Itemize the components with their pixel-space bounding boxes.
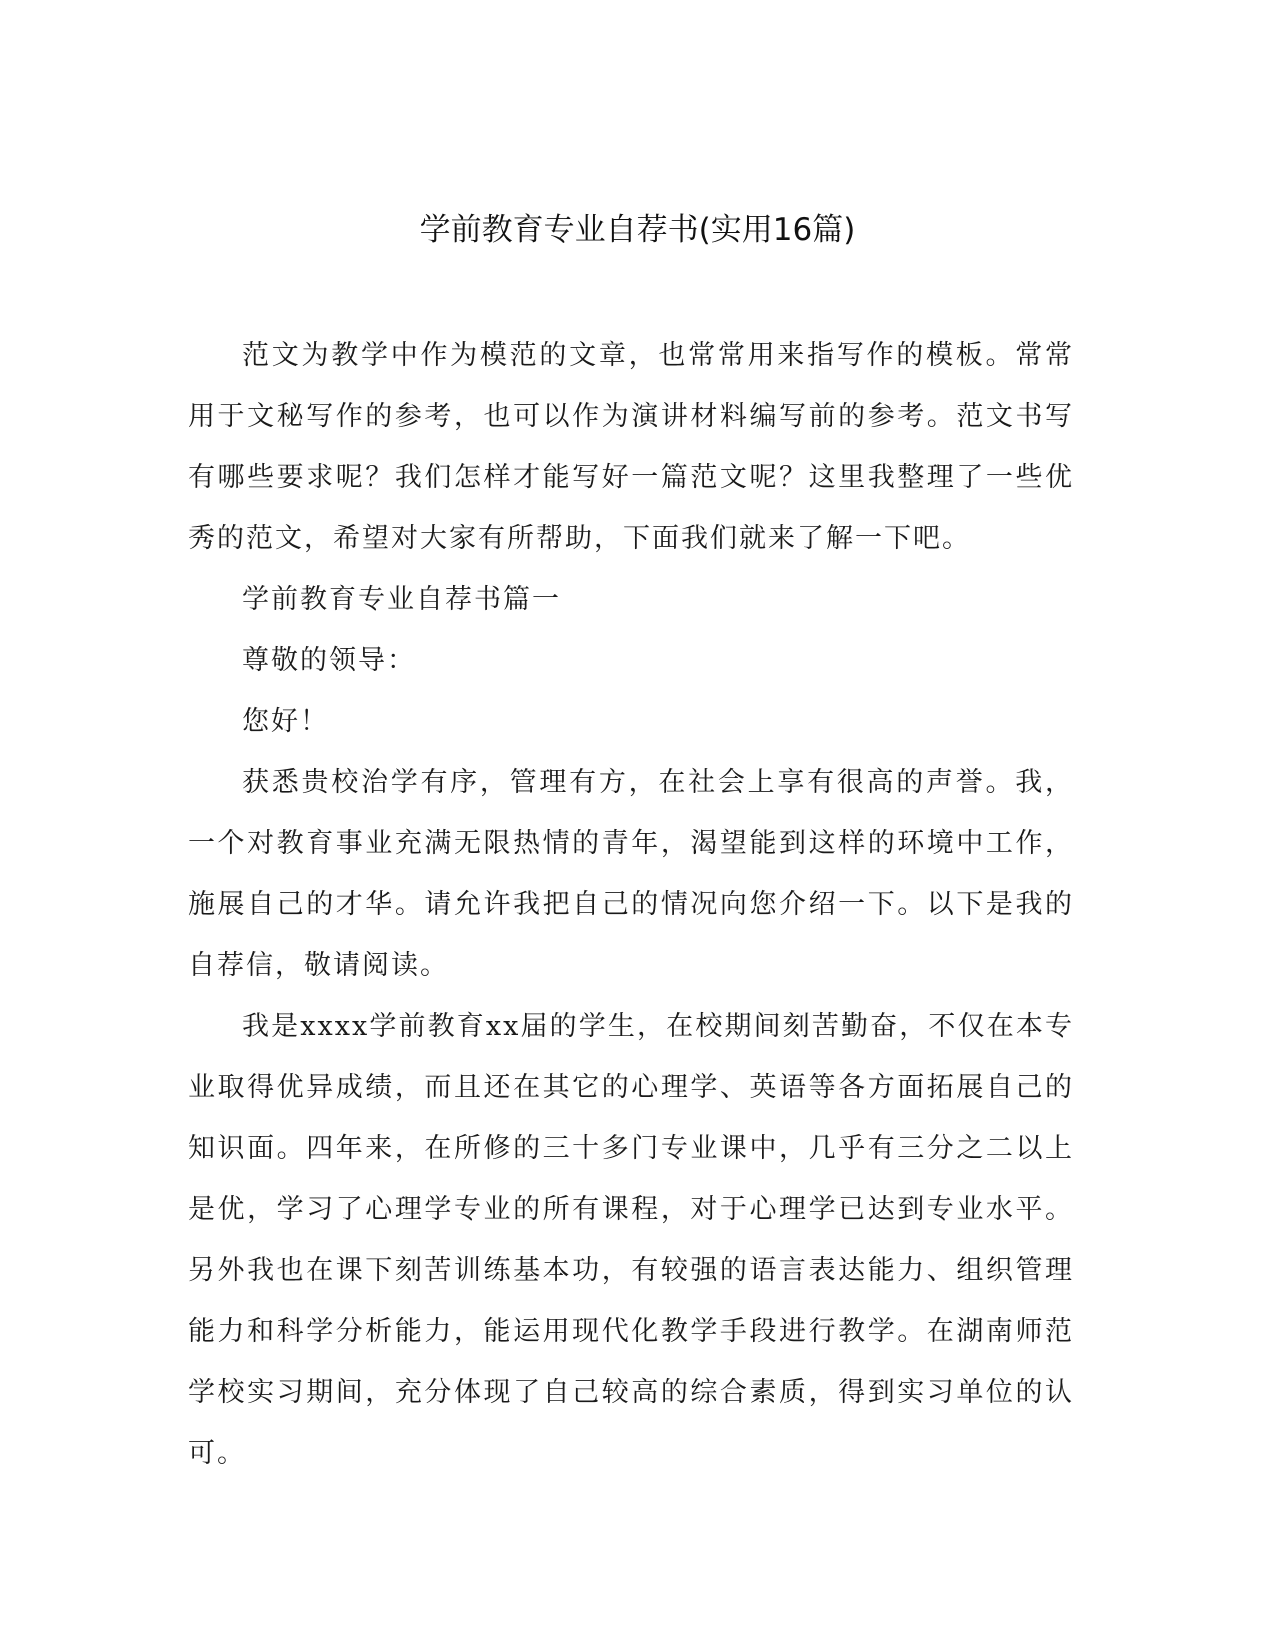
body-paragraph: 我是xxxx学前教育xx届的学生，在校期间刻苦勤奋，不仅在本专业取得优异成绩，而且还在其它的心理学、英语等各方面拓展自己的知识面。四年来，在所修的三十多门专业课中，几乎有三分之二以上是优，学习了心理学专业的所有课程，对于心理学已达到专业水平。另外我也在课下刻苦训练基本功，有较强的语言表达能力、组织管理能力和科学分析能力，能运用现代化教学手段进行教学。在湖南师范学校实习期间，充分体现了自己较高的综合素质，得到实习单位的认可。 (188, 1011, 1074, 1469)
intro-paragraph: 范文为教学中作为模范的文章，也常常用来指写作的模板。常常用于文秘写作的参考，也可以作为演讲材料编写前的参考。范文书写有哪些要求呢？我们怎样才能写好一篇范文呢？这里我整理了一些优秀的范文，希望对大家有所帮助，下面我们就来了解一下吧。 (188, 340, 1074, 554)
body-paragraph: 获悉贵校治学有序，管理有方，在社会上享有很高的声誉。我，一个对教育事业充满无限热情的青年，渴望能到这样的环境中工作，施展自己的才华。请允许我把自己的情况向您介绍一下。以下是我的自荐信，敬请阅读。 (188, 767, 1074, 981)
document-title: 学前教育专业自荐书(实用16篇) (419, 212, 856, 248)
salutation: 尊敬的领导： (242, 645, 416, 676)
document-body (188, 325, 1074, 1484)
section-heading: 学前教育专业自荐书篇一 (242, 584, 561, 615)
greeting: 您好！ (242, 706, 329, 737)
